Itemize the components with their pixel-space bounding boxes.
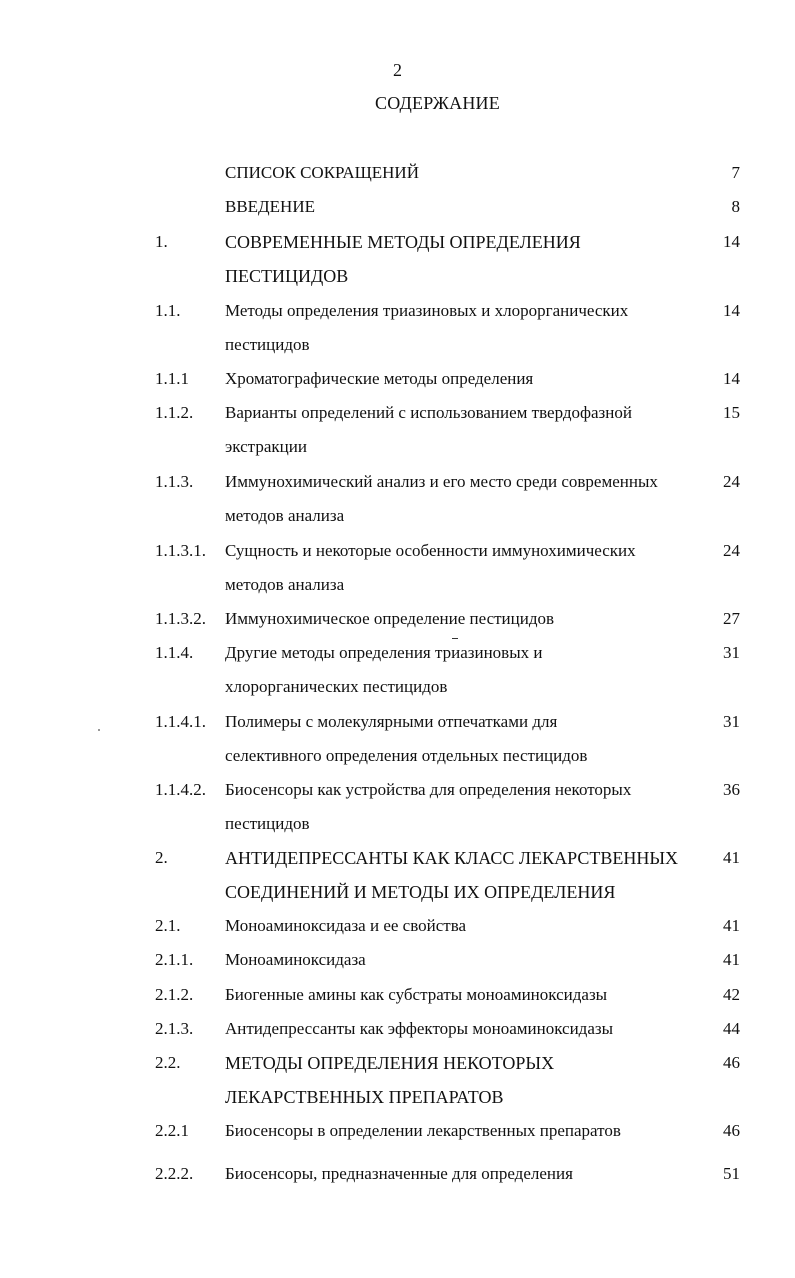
toc-entry-number: 1.1.: [155, 301, 181, 320]
toc-entry-page: 51: [723, 1164, 740, 1183]
toc-entry-title: Хроматографические методы определения: [225, 369, 534, 388]
toc-entry-number: 1.1.3.1.: [155, 541, 206, 560]
toc-entry-title: Методы определения триазиновых и хлорорганических: [225, 301, 629, 320]
toc-entry-title: методов анализа: [225, 506, 345, 525]
toc-entry-title: СПИСОК СОКРАЩЕНИЙ: [225, 163, 419, 182]
toc-entry-title: СОВРЕМЕННЫЕ МЕТОДЫ ОПРЕДЕЛЕНИЯ: [225, 232, 581, 252]
toc-entry-title: ПЕСТИЦИДОВ: [225, 266, 349, 286]
toc-entry-page: 14: [723, 301, 740, 320]
toc-entry-title: Полимеры с молекулярными отпечатками для: [225, 712, 558, 731]
toc-entry-title: МЕТОДЫ ОПРЕДЕЛЕНИЯ НЕКОТОРЫХ: [225, 1053, 555, 1073]
toc-entry-title: хлорорганических пестицидов: [225, 677, 448, 696]
toc-entry-title: СОЕДИНЕНИЙ И МЕТОДЫ ИХ ОПРЕДЕЛЕНИЯ: [225, 882, 616, 902]
toc-entry-page: 24: [723, 472, 740, 491]
toc-entry-number: 2.1.2.: [155, 985, 194, 1004]
toc-entry-page: 46: [723, 1053, 740, 1072]
toc-entry-page: 31: [723, 712, 740, 731]
toc-entry-title: Сущность и некоторые особенности иммунохимических: [225, 541, 636, 560]
toc-entry-page: 36: [723, 780, 740, 799]
page-number: 2: [393, 60, 402, 80]
toc-entry-title: ВВЕДЕНИЕ: [225, 197, 315, 216]
toc-entry-title: Моноаминоксидаза и ее свойства: [225, 916, 467, 935]
toc-entry-number: 2.2.1: [155, 1121, 189, 1140]
toc-entry-page: 41: [723, 950, 740, 969]
toc-entry-number: 2.1.3.: [155, 1019, 194, 1038]
toc-entry-number: 2.1.: [155, 916, 181, 935]
toc-entry-number: 1.1.1: [155, 369, 189, 388]
toc-entry-page: 27: [723, 609, 740, 628]
toc-entry-number: 1.1.4.2.: [155, 780, 206, 799]
toc-entry-title: Биосенсоры в определении лекарственных препаратов: [225, 1121, 621, 1140]
toc-entry-number: 2.: [155, 848, 168, 867]
toc-entry-number: 1.1.4.1.: [155, 712, 206, 731]
toc-entry-page: 46: [723, 1121, 740, 1140]
toc-entry-page: 31: [723, 643, 740, 662]
toc-entry-number: 1.: [155, 232, 168, 251]
toc-entry-page: 7: [731, 163, 740, 182]
toc-entry-number: 2.2.: [155, 1053, 181, 1072]
toc-entry-title: Биосенсоры, предназначенные для определения: [225, 1164, 573, 1183]
toc-entry-page: 15: [723, 403, 740, 422]
toc-entry-page: 8: [731, 197, 740, 216]
toc-entry-number: 2.2.2.: [155, 1164, 194, 1183]
toc-entry-title: экстракции: [225, 437, 307, 456]
toc-entry-page: 41: [723, 848, 740, 867]
toc-entry-title: Варианты определений с использованием твердофазной: [225, 403, 632, 422]
toc-entry-title: селективного определения отдельных пестицидов: [225, 746, 588, 765]
toc-entry-page: 14: [723, 232, 740, 251]
toc-entry-title: Иммунохимический анализ и его место среди современных: [225, 472, 658, 491]
toc-entry-page: 14: [723, 369, 740, 388]
page-title: СОДЕРЖАНИЕ: [375, 93, 500, 113]
toc-entry-title: Иммунохимическое определение пестицидов: [225, 609, 555, 628]
toc-entry-title: АНТИДЕПРЕССАНТЫ КАК КЛАСС ЛЕКАРСТВЕННЫХ: [225, 848, 679, 868]
toc-entry-number: 1.1.3.2.: [155, 609, 206, 628]
toc-entry-title: Другие методы определения триазиновых и: [225, 643, 543, 662]
toc-entry-title: Моноаминоксидаза: [225, 950, 366, 969]
toc-entry-title: Биогенные амины как субстраты моноаминоксидазы: [225, 985, 608, 1004]
toc-entry-page: 42: [723, 985, 740, 1004]
toc-entry-number: 1.1.4.: [155, 643, 194, 662]
toc-entry-title: Антидепрессанты как эффекторы моноаминоксидазы: [225, 1019, 614, 1038]
toc-entry-page: 24: [723, 541, 740, 560]
toc-entry-page: 41: [723, 916, 740, 935]
toc-entry-page: 44: [723, 1019, 740, 1038]
toc-entry-title: пестицидов: [225, 335, 310, 354]
toc-entry-title: методов анализа: [225, 575, 345, 594]
toc-entry-number: 2.1.1.: [155, 950, 194, 969]
toc-entry-number: 1.1.3.: [155, 472, 194, 491]
toc-entry-title: ЛЕКАРСТВЕННЫХ ПРЕПАРАТОВ: [225, 1087, 504, 1107]
toc-entry-title: пестицидов: [225, 814, 310, 833]
toc-entry-number: 1.1.2.: [155, 403, 194, 422]
toc-entry-title: Биосенсоры как устройства для определения некоторых: [225, 780, 632, 799]
